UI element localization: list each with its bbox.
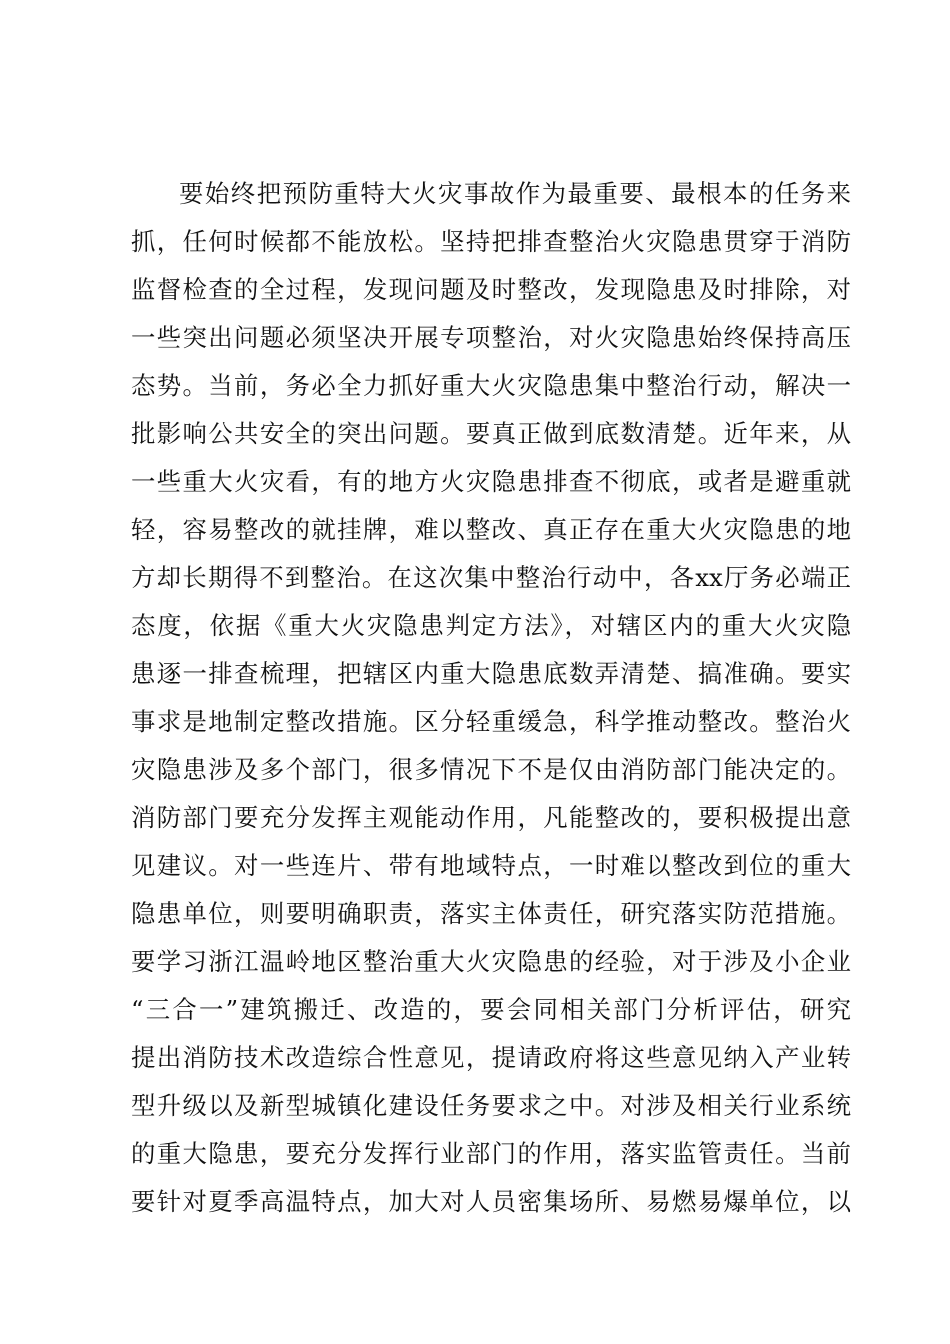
paragraph-line: 抓，任何时候都不能放松。坚持把排查整治火灾隐患贯穿于消防 (131, 227, 851, 256)
paragraph-line: 一些重大火灾看，有的地方火灾隐患排查不彻底，或者是避重就 (131, 467, 851, 496)
paragraph-line: 要始终把预防重特大火灾事故作为最重要、最根本的任务来 (179, 179, 851, 208)
paragraph-line: 方却长期得不到整治。在这次集中整治行动中，各xx厅务必端正 (131, 563, 851, 592)
paragraph-line: 型升级以及新型城镇化建设任务要求之中。对涉及相关行业系统 (131, 1091, 851, 1120)
paragraph-line: 轻，容易整改的就挂牌，难以整改、真正存在重大火灾隐患的地 (131, 515, 851, 544)
paragraph-line: “三合一”建筑搬迁、改造的，要会同相关部门分析评估，研究 (131, 995, 851, 1024)
paragraph-line: 的重大隐患，要充分发挥行业部门的作用，落实监管责任。当前 (131, 1139, 851, 1168)
paragraph-line: 事求是地制定整改措施。区分轻重缓急，科学推动整改。整治火 (131, 707, 851, 736)
paragraph-line: 见建议。对一些连片、带有地域特点，一时难以整改到位的重大 (131, 851, 851, 880)
paragraph-line: 态度，依据《重大火灾隐患判定方法》，对辖区内的重大火灾隐 (131, 611, 851, 640)
paragraph-line: 患逐一排查梳理，把辖区内重大隐患底数弄清楚、搞准确。要实 (131, 659, 851, 688)
paragraph-line: 提出消防技术改造综合性意见，提请政府将这些意见纳入产业转 (131, 1043, 851, 1072)
paragraph-line: 要针对夏季高温特点，加大对人员密集场所、易燃易爆单位，以 (131, 1187, 851, 1216)
paragraph-line: 要学习浙江温岭地区整治重大火灾隐患的经验，对于涉及小企业 (131, 947, 851, 976)
paragraph-line: 批影响公共安全的突出问题。要真正做到底数清楚。近年来，从 (131, 419, 851, 448)
paragraph-line: 监督检查的全过程，发现问题及时整改，发现隐患及时排除，对 (131, 275, 851, 304)
paragraph-line: 一些突出问题必须坚决开展专项整治，对火灾隐患始终保持高压 (131, 323, 851, 352)
body-paragraph (131, 170, 851, 1226)
paragraph-line: 消防部门要充分发挥主观能动作用，凡能整改的，要积极提出意 (131, 803, 851, 832)
paragraph-line: 灾隐患涉及多个部门，很多情况下不是仅由消防部门能决定的。 (131, 755, 851, 784)
paragraph-line: 态势。当前，务必全力抓好重大火灾隐患集中整治行动，解决一 (131, 371, 851, 400)
paragraph-line: 隐患单位，则要明确职责，落实主体责任，研究落实防范措施。 (131, 899, 851, 928)
